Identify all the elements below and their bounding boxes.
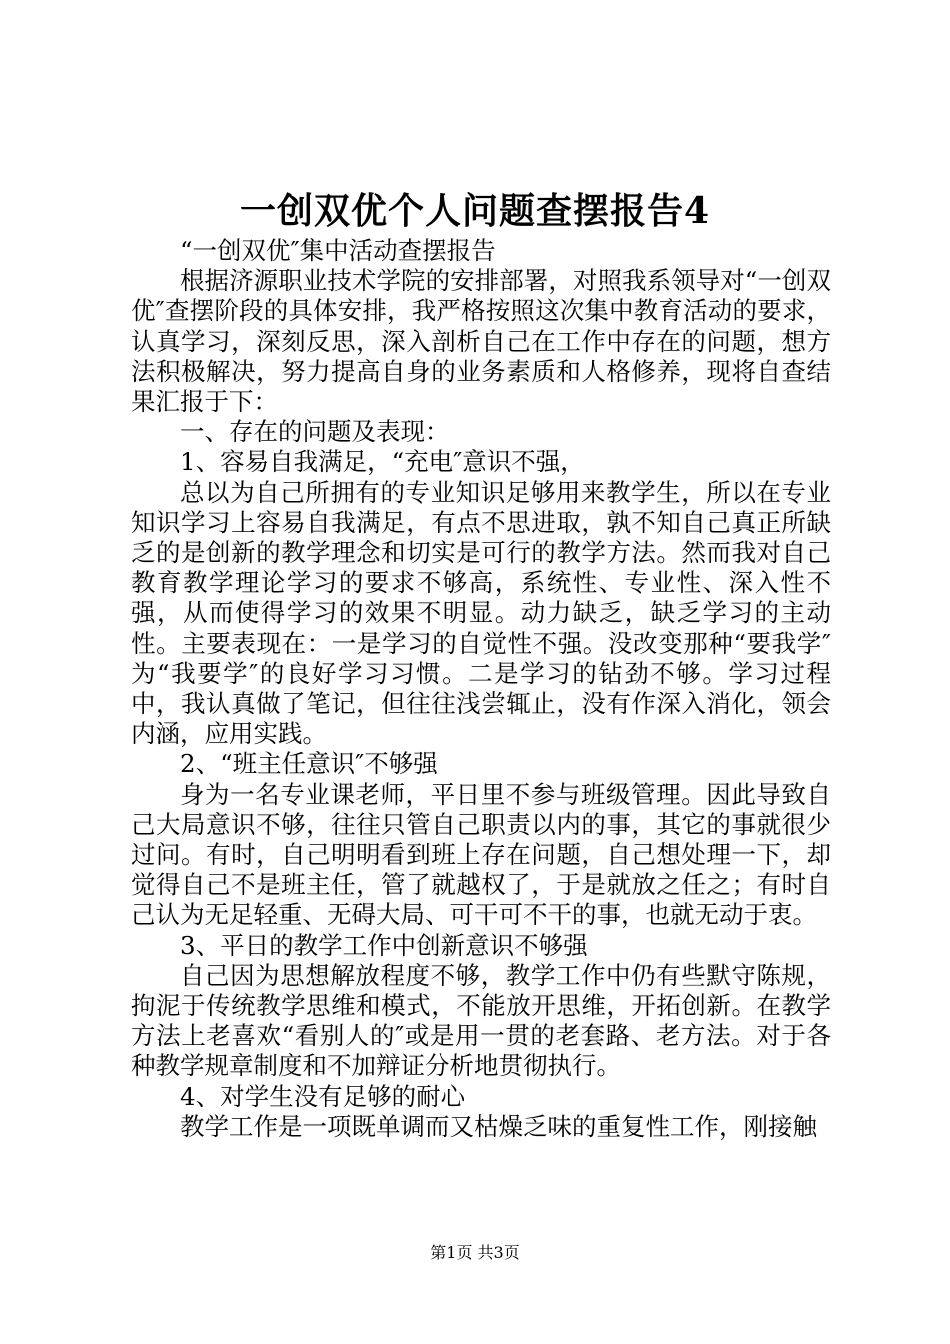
subheading-item-3: 3、平日的教学工作中创新意识不够强 xyxy=(180,930,588,960)
subheading-item-1: 1、容易自我满足，“充电″意识不强， xyxy=(180,447,585,477)
section-heading-problems: 一、存在的问题及表现： xyxy=(180,417,450,447)
paragraph-item-4: 教学工作是一项既单调而又枯燥乏味的重复性工作，刚接触 xyxy=(180,1111,817,1141)
document-body xyxy=(131,236,831,1142)
document-title: 一创双优个人问题查摆报告4 xyxy=(239,190,711,232)
subheading-item-4: 4、对学生没有足够的耐心 xyxy=(180,1081,466,1111)
paragraph-item-1: 总以为自己所拥有的专业知识足够用来教学生，所以在专业知识学习上容易自我满足，有点不思进取，孰不知自己真正所缺乏的是创新的教学理念和切实是可行的教学方法。然而我对自己教育教学理论学习的要求不够高，系统性、专业性、深入性不强，从而使得学习的效果不明显。动力缺乏，缺乏学习的主动性。主要表现在：一是学习的自觉性不强。没改变那种“要我学″为“我要学″的良好学习习惯。二是学习的钻劲不够。学习过程中，我认真做了笔记，但往往浅尝辄止，没有作深入消化，领会内涵，应用实践。 xyxy=(131,477,831,749)
paragraph-intro: 根据济源职业技术学院的安排部署，对照我系领导对“一创双优″查摆阶段的具体安排，我严格按照这次集中教育活动的要求，认真学习，深刻反思，深入剖析自己在工作中存在的问题，想方法积极解决，努力提高自身的业务素质和人格修养，现将自查结果汇报于下： xyxy=(131,266,831,417)
paragraph-report-heading: “一创双优″集中活动查摆报告 xyxy=(180,236,496,265)
paragraph-item-3: 自己因为思想解放程度不够，教学工作中仍有些默守陈规，拘泥于传统教学思维和模式，不能放开思维，开拓创新。在教学方法上老喜欢“看别人的″或是用一贯的老套路、老方法。对于各种教学规章制度和不加辩证分析地贯彻执行。 xyxy=(131,960,831,1081)
subheading-item-2: 2、“班主任意识″不够强 xyxy=(180,749,438,779)
page-footer: 第1页 共3页 xyxy=(430,1243,520,1262)
paragraph-item-2: 身为一名专业课老师，平日里不参与班级管理。因此导致自己大局意识不够，往往只管自己职责以内的事，其它的事就很少过问。有时，自己明明看到班上存在问题，自己想处理一下，却觉得自己不是班主任，管了就越权了，于是就放之任之；有时自己认为无足轻重、无碍大局、可干可不干的事，也就无动于衷。 xyxy=(131,779,831,930)
